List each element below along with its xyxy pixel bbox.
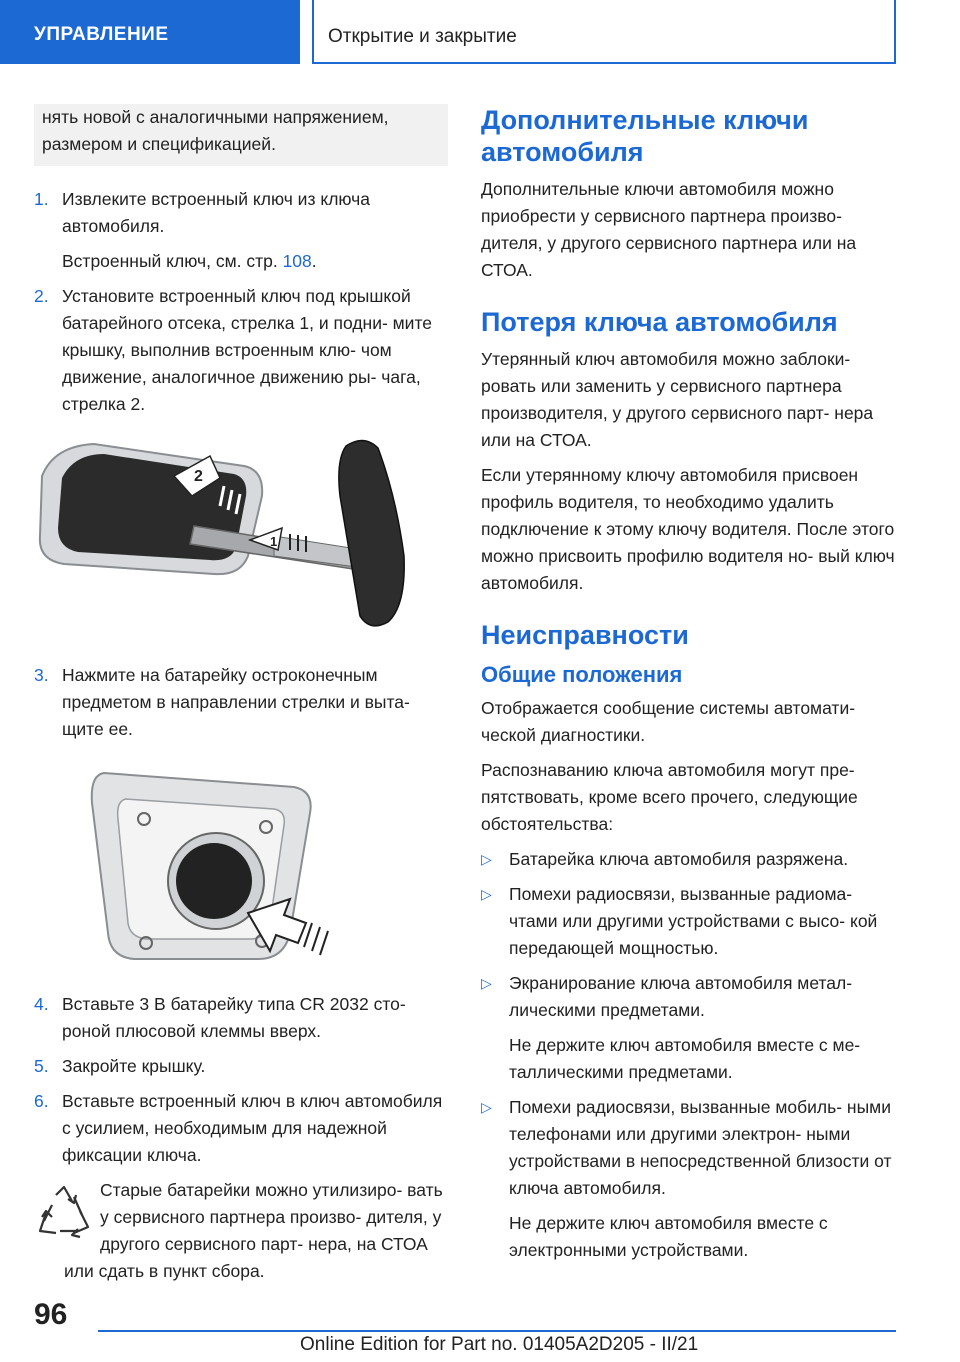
step-1 [34,186,448,240]
bullet-subtext: Не держите ключ автомобиля вместе с ме- таллическими предметами. [509,1035,861,1082]
figure-battery-removal [34,763,448,971]
bullet-triangle-icon: ▷ [481,1099,492,1115]
figure-key-battery-cover [34,436,448,642]
step-number: 1. [34,189,49,209]
recycle-text: Старые батарейки можно утилизиро- вать у сервисного партнера произво- дителя, у другого сервисного парт- нера, на СТОА или сдать в пункт сбора. [64,1180,443,1281]
paragraph-key-loss-2: Если утерянному ключу автомобиля присвоен профиль водителя, то необходимо удалить подключение к этому ключу водителя. После этого можно присвоить профилю водителя но- вый ключ автомобиля. [481,465,895,593]
battery-illustration [34,763,448,971]
step-text: Закройте крышку. [62,1056,206,1076]
arrow-1-label: 1 [270,534,278,549]
step-text: Извлеките встроенный ключ из ключа автомобиля. [62,189,370,236]
heading-additional-keys: Дополнительные ключи автомобиля [481,105,809,167]
footer-edition: Online Edition for Part no. 01405A2D205 - II/21 [300,1334,699,1355]
step-number: 5. [34,1056,49,1076]
key-cover-illustration [34,436,448,642]
step-number: 6. [34,1091,49,1111]
bullet-text: Батарейка ключа автомобиля разряжена. [509,849,849,869]
bullet-subtext: Не держите ключ автомобиля вместе с электронными устройствами. [509,1213,828,1260]
paragraph-additional-keys: Дополнительные ключи автомобиля можно приобрести у сервисного партнера произво- дителя, у другого сервисного партнера или на СТОА. [481,179,857,280]
step-number: 2. [34,286,49,306]
step-1-sub: Встроенный ключ, см. стр. 108. [62,251,317,271]
header-chapter-tab [312,0,896,64]
header-section-title: УПРАВЛЕНИЕ [34,24,169,45]
bullet-text: Экранирование ключа автомобиля метал- лическими предметами. [509,973,853,1020]
step-text: Вставьте встроенный ключ в ключ автомобиля с усилием, необходимым для надежной фиксации ключа. [62,1091,443,1165]
step-6 [34,1088,448,1169]
note-text: нять новой с аналогичными напряжением, размером и спецификацией. [42,107,389,154]
header-section-tab [0,0,300,64]
left-column [34,104,448,1285]
header-chapter-title: Открытие и закрытие [328,26,517,47]
bullet-item [481,970,895,1024]
step-text: Нажмите на батарейку остроконечным предметом в направлении стрелки и выта- щите ее. [62,665,410,739]
bullet-triangle-icon: ▷ [481,975,492,991]
bullet-triangle-icon: ▷ [481,886,492,902]
footer-divider [98,1330,896,1332]
recycle-icon [34,1183,92,1241]
step-2 [34,283,448,418]
step-number: 3. [34,665,49,685]
bullet-item [481,1094,895,1202]
step-text: Установите встроенный ключ под крышкой батарейного отсека, стрелка 1, и подни- мите крышку, выполнив встроенным клю- чом движение, аналогичное движению ры- чага, стрелка 2. [62,286,433,414]
bullet-text: Помехи радиосвязи, вызванные мобиль- ными телефонами или другими электрон- ными устройствами в непосредственной близости от ключа автомобиля. [509,1097,892,1198]
note-box [34,104,448,166]
paragraph-general-1: Отображается сообщение системы автомати- ческой диагностики. [481,698,856,745]
bullet-triangle-icon: ▷ [481,851,492,867]
heading-key-loss: Потеря ключа автомобиля [481,307,838,337]
arrow-2-label: 2 [194,468,203,485]
step-number: 4. [34,994,49,1014]
heading-general: Общие положения [481,662,683,687]
recycling-note [34,1177,448,1285]
bullet-text: Помехи радиосвязи, вызванные радиома- чтами или другими устройствами с высо- кой передающей мощностью. [509,884,878,958]
step-text: Вставьте 3 В батарейку типа CR 2032 сто- роной плюсовой клеммы вверх. [62,994,406,1041]
step-4 [34,991,448,1045]
paragraph-key-loss-1: Утерянный ключ автомобиля можно заблоки- ровать или заменить у сервисного партнера производителя, у другого сервисного парт- нера или на СТОА. [481,349,874,450]
step-3 [34,662,448,743]
bullet-item [481,846,895,873]
bullet-item [481,881,895,962]
step-5 [34,1053,448,1080]
page-number: 96 [34,1298,68,1331]
page-reference-link[interactable]: 108 [282,251,312,271]
right-column [481,104,895,1272]
paragraph-general-2: Распознаванию ключа автомобиля могут пре- пятствовать, кроме всего прочего, следующие обстоятельства: [481,760,858,834]
heading-faults: Неисправности [481,620,689,650]
